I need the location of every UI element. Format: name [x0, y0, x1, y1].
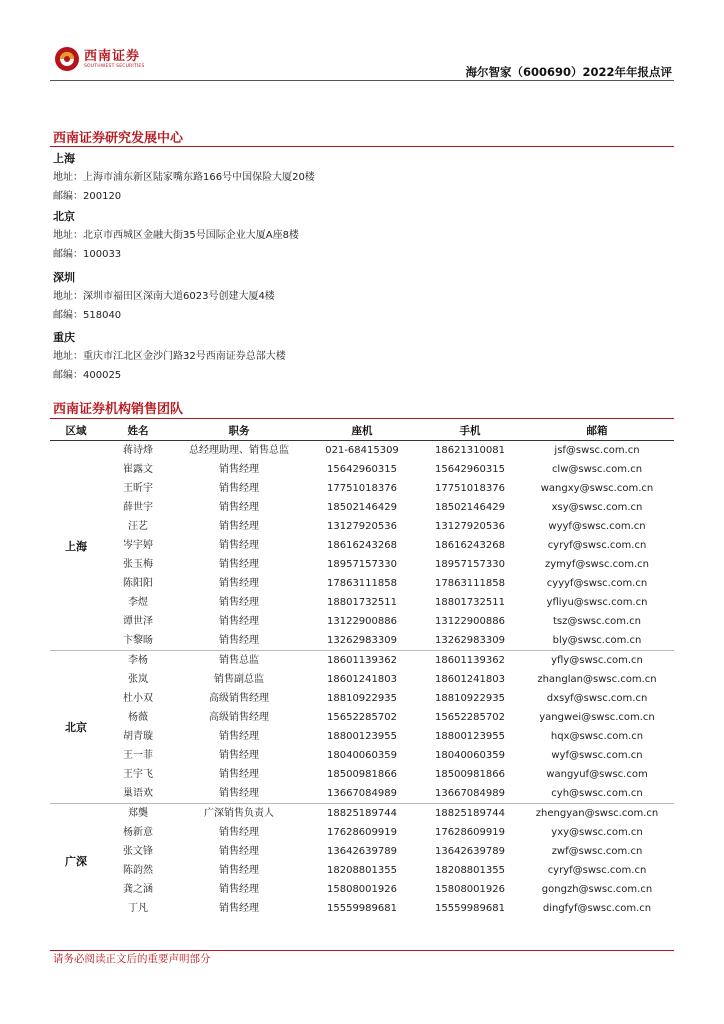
staff-name: 谭世泽 [123, 616, 153, 627]
table-row [102, 574, 674, 593]
office-shenzhen [53, 268, 673, 325]
office-city: 北京 [53, 210, 75, 223]
table-row [102, 612, 674, 631]
staff-mobile: 17628609919 [435, 827, 505, 838]
staff-email: zhanglan@swsc.com.cn [537, 674, 657, 685]
staff-landline: 17751018376 [327, 483, 397, 494]
staff-title: 销售经理 [219, 731, 259, 742]
table-header-row [50, 421, 674, 441]
staff-mobile: 13667084989 [435, 788, 505, 799]
table-row [102, 631, 674, 650]
staff-title: 销售经理 [219, 578, 259, 589]
staff-name: 张岚 [128, 674, 148, 685]
staff-email: wangxy@swsc.com.cn [540, 483, 654, 494]
staff-title: 销售经理 [219, 903, 259, 914]
header-mobile: 手机 [459, 425, 481, 437]
logo-text-cn: 西南证券 [84, 48, 141, 64]
staff-landline: 18801732511 [327, 597, 397, 608]
office-postcode: 邮编：200120 [53, 191, 122, 202]
staff-name: 王宇飞 [123, 769, 153, 780]
office-city: 上海 [53, 152, 75, 165]
staff-title: 销售经理 [219, 616, 259, 627]
staff-name: 王昕宇 [123, 483, 153, 494]
staff-title: 销售经理 [219, 464, 259, 475]
staff-name: 张文锋 [123, 846, 153, 857]
staff-mobile: 18810922935 [435, 693, 505, 704]
staff-title: 销售经理 [219, 846, 259, 857]
office-beijing [53, 207, 673, 264]
staff-name: 郑龑 [128, 808, 148, 819]
staff-landline: 13122900886 [327, 616, 397, 627]
region-cell: 广深 [65, 855, 87, 868]
staff-email: bly@swsc.com.cn [552, 635, 642, 646]
staff-mobile: 18601139362 [435, 655, 505, 666]
header-region: 区域 [65, 425, 87, 437]
staff-email: yangwei@swsc.com.cn [539, 712, 655, 723]
staff-mobile: 15642960315 [435, 464, 505, 475]
staff-mobile: 13262983309 [435, 635, 505, 646]
table-row [102, 880, 674, 899]
staff-landline: 15808001926 [327, 884, 397, 895]
table-row [102, 804, 674, 823]
staff-landline: 18601241803 [327, 674, 397, 685]
staff-name: 李杨 [128, 655, 148, 666]
staff-email: yfly@swsc.com.cn [551, 655, 643, 666]
staff-name: 巢语欢 [123, 788, 153, 799]
staff-mobile: 18621310081 [435, 445, 505, 456]
staff-landline: 18208801355 [327, 865, 397, 876]
staff-email: cyh@swsc.com.cn [551, 788, 643, 799]
office-postcode: 邮编：518040 [53, 310, 122, 321]
staff-mobile: 15652285702 [435, 712, 505, 723]
staff-name: 胡青璇 [123, 731, 153, 742]
header-name: 姓名 [127, 425, 149, 437]
staff-title: 销售经理 [219, 769, 259, 780]
staff-email: cyyyf@swsc.com.cn [546, 578, 648, 589]
office-postcode: 邮编：400025 [53, 370, 122, 381]
staff-email: gongzh@swsc.com.cn [541, 884, 653, 895]
staff-name: 陈韵然 [123, 865, 153, 876]
staff-email: jsf@swsc.com.cn [554, 445, 640, 456]
staff-landline: 18810922935 [327, 693, 397, 704]
staff-title: 销售经理 [219, 750, 259, 761]
staff-title: 销售经理 [219, 483, 259, 494]
staff-landline: 13642639789 [327, 846, 397, 857]
staff-name: 汪艺 [128, 521, 148, 532]
staff-title: 高级销售经理 [209, 693, 269, 704]
disclaimer-text: 请务必阅读正文后的重要声明部分 [53, 953, 211, 965]
staff-mobile: 13122900886 [435, 616, 505, 627]
staff-email: dxsyf@swsc.com.cn [546, 693, 648, 704]
staff-email: zhengyan@swsc.com.cn [535, 808, 659, 819]
table-row [102, 593, 674, 612]
staff-title: 销售经理 [219, 788, 259, 799]
office-postcode: 邮编：100033 [53, 249, 122, 260]
staff-landline: 18500981866 [327, 769, 397, 780]
header-email: 邮箱 [586, 425, 608, 437]
staff-landline: 13262983309 [327, 635, 397, 646]
staff-name: 卞黎旸 [123, 635, 153, 646]
staff-name: 王一菲 [123, 750, 153, 761]
staff-mobile: 18601241803 [435, 674, 505, 685]
research-center-title: 西南证券研究发展中心 [53, 131, 184, 146]
office-address: 地址：重庆市江北区金沙门路32号西南证券总部大楼 [53, 351, 286, 362]
staff-email: dingfyf@swsc.com.cn [542, 903, 652, 914]
table-row [102, 536, 674, 555]
staff-title: 销售经理 [219, 884, 259, 895]
sales-title-divider [50, 418, 674, 419]
region-group [50, 441, 674, 651]
table-row [102, 899, 674, 918]
header-title: 职务 [228, 425, 250, 437]
staff-name: 陈阳阳 [123, 578, 153, 589]
staff-landline: 15642960315 [327, 464, 397, 475]
office-shanghai [53, 149, 673, 206]
staff-email: clw@swsc.com.cn [551, 464, 643, 475]
staff-mobile: 15559989681 [435, 903, 505, 914]
logo-emblem-icon [54, 46, 80, 72]
staff-title: 销售经理 [219, 559, 259, 570]
table-row [102, 689, 674, 708]
staff-mobile: 18616243268 [435, 540, 505, 551]
staff-title: 广深销售负责人 [204, 808, 274, 819]
staff-name: 杨新意 [123, 827, 153, 838]
staff-title: 销售经理 [219, 521, 259, 532]
staff-title: 销售经理 [219, 827, 259, 838]
staff-name: 丁凡 [128, 903, 148, 914]
staff-mobile: 17863111858 [435, 578, 505, 589]
staff-name: 崔露文 [123, 464, 153, 475]
staff-title: 销售总监 [219, 655, 259, 666]
staff-title: 销售经理 [219, 597, 259, 608]
staff-title: 销售经理 [219, 635, 259, 646]
staff-landline: 18616243268 [327, 540, 397, 551]
staff-email: yxy@swsc.com.cn [551, 827, 643, 838]
table-row [102, 784, 674, 803]
table-row [102, 727, 674, 746]
staff-landline: 18601139362 [327, 655, 397, 666]
staff-landline: 18040060359 [327, 750, 397, 761]
staff-name: 龚之涵 [123, 884, 153, 895]
region-group [50, 804, 674, 918]
staff-title: 销售经理 [219, 540, 259, 551]
staff-name: 杜小双 [123, 693, 153, 704]
table-row [102, 765, 674, 784]
region-cell: 上海 [65, 539, 87, 553]
company-logo [54, 44, 145, 74]
table-row [102, 861, 674, 880]
staff-email: zwf@swsc.com.cn [551, 846, 643, 857]
staff-landline: 17628609919 [327, 827, 397, 838]
staff-email: hqx@swsc.com.cn [550, 731, 644, 742]
table-row [102, 746, 674, 765]
staff-landline: 15652285702 [327, 712, 397, 723]
staff-email: wangyuf@swsc.com [546, 769, 648, 780]
table-row [102, 842, 674, 861]
header-divider [50, 80, 674, 81]
staff-email: cyryf@swsc.com.cn [547, 540, 647, 551]
staff-email: xsy@swsc.com.cn [551, 502, 643, 513]
staff-landline: 021-68415309 [325, 445, 399, 456]
staff-landline: 17863111858 [327, 578, 397, 589]
staff-email: yfliyu@swsc.com.cn [546, 597, 648, 608]
staff-mobile: 17751018376 [435, 483, 505, 494]
staff-title: 销售副总监 [214, 674, 264, 685]
staff-email: cyryf@swsc.com.cn [547, 865, 647, 876]
staff-mobile: 13642639789 [435, 846, 505, 857]
office-city: 重庆 [53, 331, 75, 344]
region-cell: 北京 [65, 721, 87, 734]
sales-team-title: 西南证券机构销售团队 [53, 402, 184, 417]
staff-mobile: 18800123955 [435, 731, 505, 742]
staff-mobile: 15808001926 [435, 884, 505, 895]
table-row [102, 498, 674, 517]
staff-email: wyyf@swsc.com.cn [548, 521, 646, 532]
table-body [50, 441, 674, 918]
region-group [50, 651, 674, 804]
staff-name: 岑宇婷 [123, 540, 153, 551]
sales-table [50, 421, 674, 918]
table-row [102, 517, 674, 536]
staff-landline: 18800123955 [327, 731, 397, 742]
staff-landline: 18957157330 [327, 559, 397, 570]
staff-title: 销售经理 [219, 865, 259, 876]
staff-title: 总经理助理、销售总监 [189, 445, 289, 456]
office-city: 深圳 [53, 271, 75, 284]
table-row [102, 670, 674, 689]
staff-mobile: 18825189744 [435, 808, 505, 819]
staff-name: 薛世宇 [123, 502, 153, 513]
staff-mobile: 18801732511 [435, 597, 505, 608]
staff-mobile: 18208801355 [435, 865, 505, 876]
staff-mobile: 18957157330 [435, 559, 505, 570]
research-title-divider [50, 146, 674, 147]
table-row [102, 441, 674, 460]
staff-landline: 18825189744 [327, 808, 397, 819]
staff-email: wyf@swsc.com.cn [551, 750, 643, 761]
staff-email: tsz@swsc.com.cn [552, 616, 642, 627]
staff-mobile: 18040060359 [435, 750, 505, 761]
table-row [102, 823, 674, 842]
staff-mobile: 13127920536 [435, 521, 505, 532]
staff-landline: 13667084989 [327, 788, 397, 799]
table-row [102, 651, 674, 670]
staff-email: zymyf@swsc.com.cn [545, 559, 649, 570]
header-landline: 座机 [351, 425, 373, 437]
table-row [102, 555, 674, 574]
office-chongqing [53, 328, 673, 385]
office-address: 地址：深圳市福田区深南大道6023号创建大厦4楼 [53, 291, 275, 302]
staff-landline: 15559989681 [327, 903, 397, 914]
staff-title: 高级销售经理 [209, 712, 269, 723]
table-row [102, 479, 674, 498]
staff-name: 李煜 [128, 597, 148, 608]
staff-mobile: 18500981866 [435, 769, 505, 780]
staff-name: 蒋诗烽 [123, 445, 153, 456]
staff-landline: 13127920536 [327, 521, 397, 532]
office-address: 地址：上海市浦东新区陆家嘴东路166号中国保险大厦20楼 [53, 172, 315, 183]
logo-text-en: SOUTHWEST SECURITIES [84, 63, 145, 69]
staff-name: 杨薇 [128, 712, 148, 723]
report-title: 海尔智家（600690）2022年年报点评 [465, 65, 672, 79]
office-address: 地址：北京市西城区金融大街35号国际企业大厦A座8楼 [53, 230, 299, 241]
staff-name: 张玉梅 [123, 559, 153, 570]
staff-title: 销售经理 [219, 502, 259, 513]
table-row [102, 460, 674, 479]
table-row [102, 708, 674, 727]
staff-mobile: 18502146429 [435, 502, 505, 513]
staff-landline: 18502146429 [327, 502, 397, 513]
